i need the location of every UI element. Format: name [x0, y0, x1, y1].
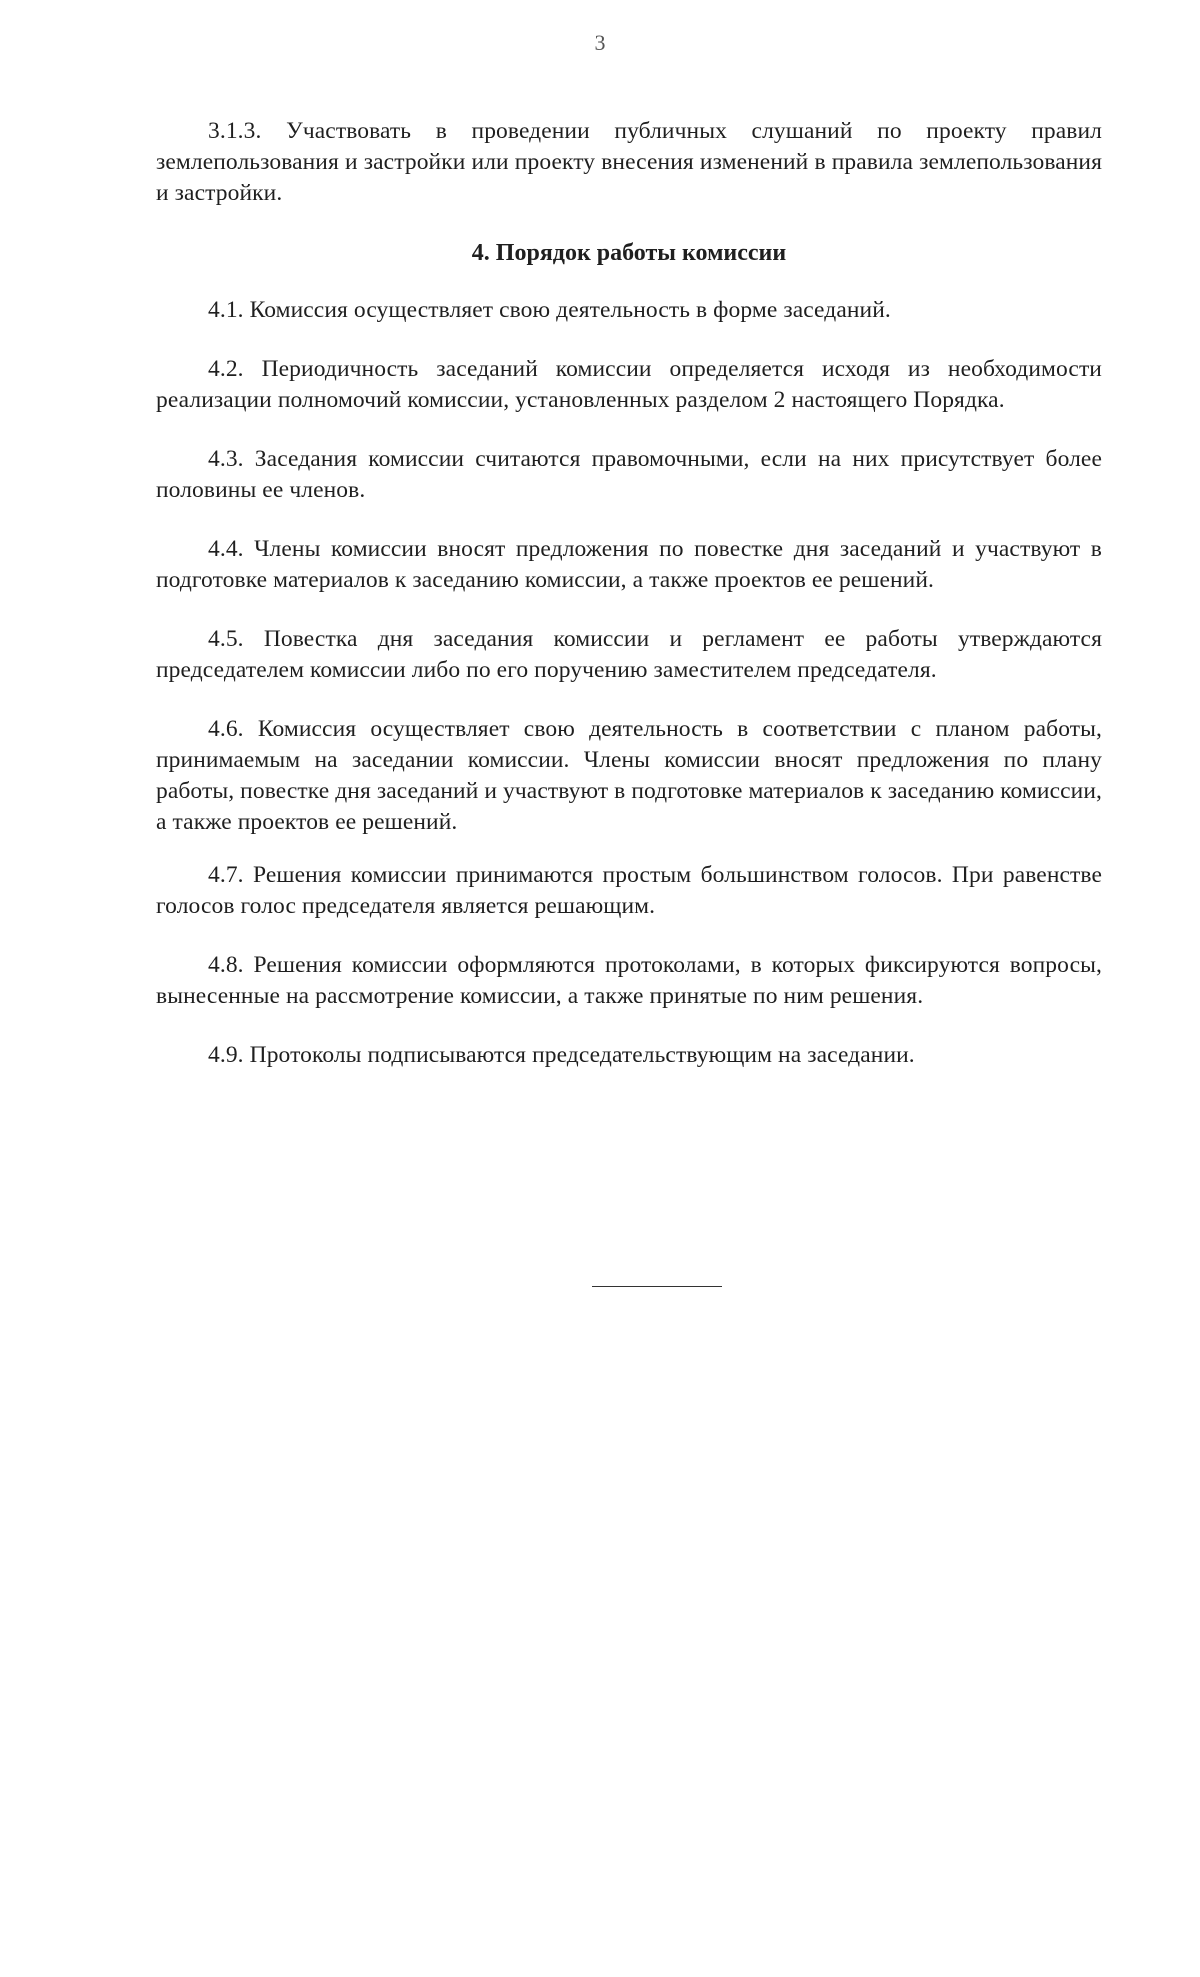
clause-4-6: 4.6. Комиссия осуществляет свою деятельность в соответствии с планом работы, принимаемым на заседании комиссии. Члены комиссии вносят предложения по плану работы, повестке дня заседаний и участвуют в подготовке материалов к заседанию комиссии, а также проектов ее решений. [156, 716, 1102, 835]
clause-4-8: 4.8. Решения комиссии оформляются протоколами, в которых фиксируются вопросы, вынесенные на рассмотрение комиссии, а также принятые по ним решения. [156, 952, 1102, 1009]
page-number: 3 [594, 30, 606, 55]
clause-4-4: 4.4. Члены комиссии вносят предложения по повестке дня заседаний и участвуют в подготовке материалов к заседанию комиссии, а также проектов ее решений. [156, 536, 1102, 593]
clause-4-3: 4.3. Заседания комиссии считаются правомочными, если на них присутствует более половины ее членов. [156, 446, 1102, 503]
clause-4-7: 4.7. Решения комиссии принимаются простым большинством голосов. При равенстве голосов голос председателя является решающим. [156, 862, 1102, 919]
clause-4-2: 4.2. Периодичность заседаний комиссии определяется исходя из необходимости реализации полномочий комиссии, установленных разделом 2 настоящего Порядка. [156, 356, 1102, 413]
clause-4-9: 4.9. Протоколы подписываются председательствующим на заседании. [208, 1042, 915, 1068]
clause-4-5: 4.5. Повестка дня заседания комиссии и регламент ее работы утверждаются председателем комиссии либо по его поручению заместителем председателя. [156, 626, 1102, 683]
document-body [156, 116, 1102, 1099]
section-4-title: 4. Порядок работы комиссии [471, 240, 787, 266]
end-of-document-rule [592, 1286, 722, 1287]
clause-3-1-3: 3.1.3. Участвовать в проведении публичных слушаний по проекту правил землепользования и застройки или проекту внесения изменений в правила землепользования и застройки. [156, 118, 1102, 206]
clause-4-1: 4.1. Комиссия осуществляет свою деятельность в форме заседаний. [208, 297, 891, 323]
